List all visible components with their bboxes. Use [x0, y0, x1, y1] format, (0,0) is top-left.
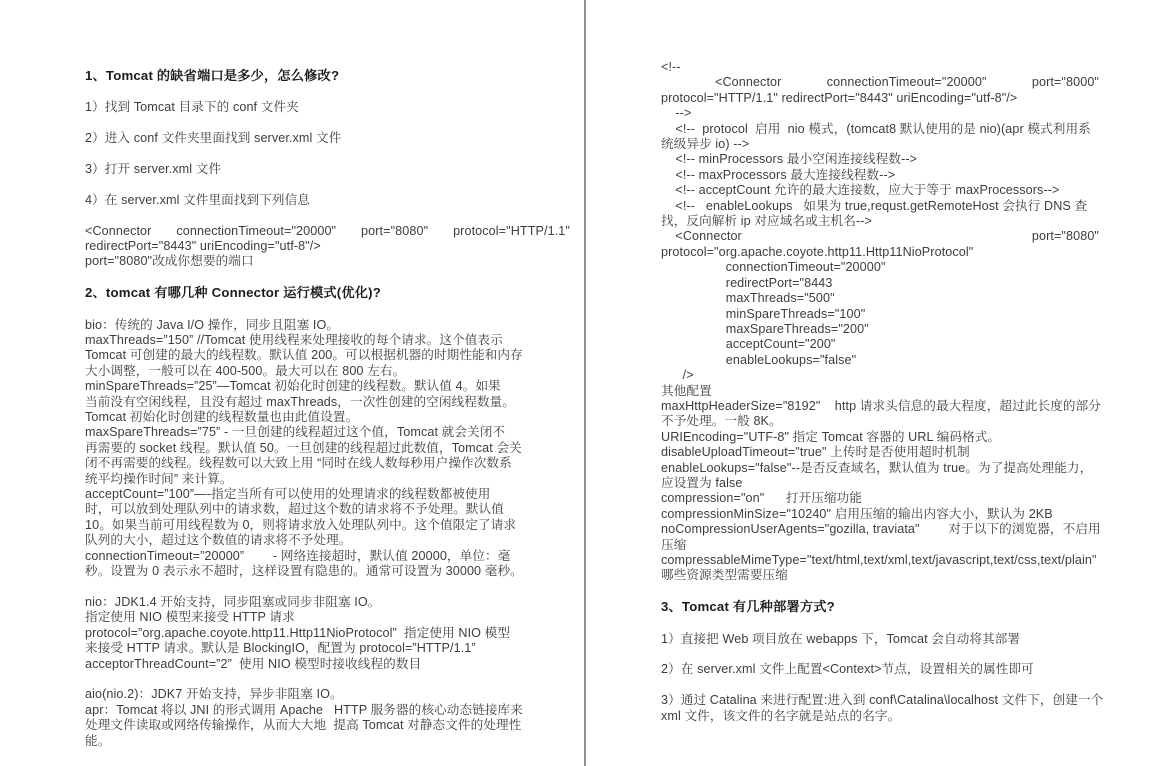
text-line: 统平均操作时间” 来计算。: [85, 471, 233, 486]
text-line: connectionTimeout="20000": [661, 260, 886, 275]
text-line: 2、tomcat 有哪几种 Connector 运行模式(优化)?: [85, 285, 381, 301]
text-line: 1）找到 Tomcat 目录下的 conf 文件夹: [85, 100, 299, 115]
text-line: noCompressionUserAgents="gozilla, traviata" 对于以下的浏览器，不启用: [661, 522, 1101, 537]
text-line: 3）通过 Catalina 来进行配置:进入到 conf\Catalina\localhost 文件下，创建一个: [661, 693, 1104, 708]
text-line: minSpareThreads=”25”—Tomcat 初始化时创建的线程数。默认值 4。如果: [85, 379, 501, 394]
text-line: compressableMimeType="text/html,text/xml,text/javascript,text/css,text/plain": [661, 553, 1097, 567]
text-line: port="8080"改成你想要的端口: [85, 254, 254, 269]
paragraph: [85, 131, 570, 146]
text-line: 处理文件读取或网络传输操作，从而大大地 提高 Tomcat 对静态文件的处理性: [85, 718, 522, 733]
text-line: acceptCount="200": [661, 337, 836, 352]
text-line: <!-- enableLookups 如果为 true,requst.getRemoteHost 会执行 DNS 查: [661, 198, 1088, 213]
text-line: maxSpareThreads="200": [661, 321, 869, 336]
text-segment: protocol="HTTP/1.1": [453, 223, 570, 238]
text-line: Tomcat 初始化时创建的线程数量也由此值设置。: [85, 410, 359, 425]
text-line: <!-- acceptCount 允许的最大连接数，应大于等于 maxProcessors-->: [661, 183, 1060, 198]
text-line: xml 文件，该文件的名字就是站点的名字。: [661, 708, 901, 723]
paragraph: [661, 662, 1159, 677]
text-line: 再需要的 socket 线程。默认值 50。一旦创建的线程超过此数值，Tomcat 会关: [85, 440, 522, 455]
text-line: 3）打开 server.xml 文件: [85, 162, 222, 176]
text-segment: connectionTimeout="20000": [826, 75, 987, 90]
paragraph: [661, 60, 1159, 584]
text-line: acceptCount=”100”—-指定当所有可以使用的处理请求的线程数都被使用: [85, 487, 491, 502]
text-segment: port="8000": [1031, 75, 1099, 90]
text-line: [661, 75, 1159, 90]
page-right: [586, 0, 1171, 766]
text-line: maxSpareThreads=”75” - 一旦创建的线程超过这个值，Tomcat 就会关闭不: [85, 425, 506, 440]
text-line: disableUploadTimeout="true" 上传时是否使用超时机制: [661, 445, 970, 460]
text-line: 哪些资源类型需要压缩: [661, 568, 788, 583]
text-line: -->: [661, 106, 692, 121]
text-segment: port="8080": [1031, 229, 1099, 244]
text-line: 压缩: [661, 537, 687, 552]
text-line: 其他配置: [661, 383, 712, 398]
text-line: 找，反向解析 ip 对应域名或主机名-->: [661, 214, 872, 229]
text-line: redirectPort="8443: [661, 275, 833, 290]
text-line: 10。如果当前可用线程数为 0，则将请求放入处理队列中。这个值限定了请求: [85, 517, 517, 532]
text-line: maxThreads=”150” //Tomcat 使用线程来处理接收的每个请求。这个值表示: [85, 333, 503, 348]
text-line: 2）在 server.xml 文件上配置<Context>节点，设置相关的属性即可: [661, 662, 1034, 677]
paragraph: [85, 193, 570, 208]
paragraph: [85, 162, 570, 177]
text-segment: <Connector: [661, 75, 782, 90]
text-line: 指定使用 NIO 模型来接受 HTTP 请求: [85, 610, 295, 625]
paragraph: [661, 632, 1159, 647]
text-line: 闭不再需要的线程。线程数可以大致上用 “同时在线人数每秒用户操作次数系: [85, 456, 512, 471]
section-heading: [85, 68, 570, 83]
page-left: [0, 0, 584, 766]
section-heading: [661, 599, 1159, 614]
text-line: bio：传统的 Java I/O 操作，同步且阻塞 IO。: [85, 317, 340, 332]
section-heading: [85, 285, 570, 300]
text-line: compression="on" 打开压缩功能: [661, 491, 863, 506]
text-line: 队列的大小，超过这个数值的请求将不予处理。: [85, 533, 352, 548]
text-line: protocol=”org.apache.coyote.http11.Http11NioProtocol” 指定使用 NIO 模型: [85, 625, 511, 640]
text-line: Tomcat 可创建的最大的线程数。默认值 200。可以根据机器的时期性能和内存: [85, 348, 523, 363]
text-line: 不予处理。一般 8K。: [661, 414, 782, 429]
text-line: 2）进入 conf 文件夹里面找到 server.xml 文件: [85, 131, 342, 146]
text-line: <!-- protocol 启用 nio 模式，(tomcat8 默认使用的是 nio)(apr 模式利用系: [661, 121, 1091, 136]
text-line: aio(nio.2)：JDK7 开始支持，异步非阻塞 IO。: [85, 687, 343, 702]
text-line: 来接受 HTTP 请求。默认是 BlockingIO，配置为 protocol=”HTTP/1.1”: [85, 641, 476, 656]
text-line: redirectPort="8443" uriEncoding="utf-8"/>: [85, 239, 321, 253]
paragraph: [85, 224, 570, 270]
text-line: minSpareThreads="100": [661, 306, 866, 321]
paragraph: [85, 100, 570, 115]
paragraph: [661, 693, 1159, 724]
text-line: 能。: [85, 733, 111, 748]
paragraph: [85, 318, 570, 580]
text-line: [661, 229, 1159, 244]
text-line: maxThreads="500": [661, 291, 835, 306]
text-line: />: [661, 368, 694, 383]
paragraph: [85, 595, 570, 672]
text-line: 大小调整，一般可以在 400-500。最大可以在 800 左右。: [85, 363, 406, 378]
text-segment: port="8080": [361, 223, 429, 238]
text-line: 时，可以放到处理队列中的请求数，超过这个数的请求将不予处理。默认值: [85, 502, 504, 517]
text-line: acceptorThreadCount=”2” 使用 NIO 模型时接收线程的数目: [85, 656, 422, 671]
text-line: <!--: [661, 60, 681, 74]
text-segment: connectionTimeout="20000": [176, 223, 337, 238]
text-line: connectionTimeout=”20000” - 网络连接超时，默认值 20000，单位：毫: [85, 548, 511, 563]
text-line: 当前没有空闲线程，且没有超过 maxThreads，一次性创建的空闲线程数量。: [85, 394, 516, 409]
text-line: <!-- maxProcessors 最大连接线程数-->: [661, 167, 896, 182]
text-line: enableLookups="false": [661, 352, 857, 367]
text-line: <!-- minProcessors 最小空闲连接线程数-->: [661, 152, 918, 167]
text-line: URIEncoding="UTF-8" 指定 Tomcat 容器的 URL 编码格式。: [661, 429, 1001, 444]
text-line: maxHttpHeaderSize="8192" http 请求头信息的最大程度，超过此长度的部分: [661, 398, 1101, 413]
text-line: 秒。设置为 0 表示永不超时，这样设置有隐患的。通常可设置为 30000 毫秒。: [85, 564, 523, 579]
text-line: 3、Tomcat 有几种部署方式?: [661, 599, 835, 615]
text-line: [85, 224, 570, 239]
text-line: protocol="org.apache.coyote.http11.Http11NioProtocol": [661, 244, 974, 259]
text-line: enableLookups="false"--是否反查域名，默认值为 true。为了提高处理能力，: [661, 460, 1093, 475]
text-line: 统级异步 io) -->: [661, 137, 750, 152]
paragraph: [85, 687, 570, 749]
text-line: 应设置为 false: [661, 475, 743, 490]
text-line: apr：Tomcat 将以 JNI 的形式调用 Apache HTTP 服务器的核心动态链接库来: [85, 702, 523, 717]
text-line: 1）直接把 Web 项目放在 webapps 下，Tomcat 会自动将其部署: [661, 631, 1021, 646]
text-line: nio：JDK1.4 开始支持，同步阻塞或同步非阻塞 IO。: [85, 594, 381, 609]
text-segment: <Connector: [85, 223, 152, 238]
text-line: compressionMinSize="10240" 启用压缩的输出内容大小，默认为 2KB: [661, 506, 1053, 521]
text-segment: <Connector: [661, 229, 742, 244]
text-line: 4）在 server.xml 文件里面找到下列信息: [85, 192, 311, 207]
text-line: 1、Tomcat 的缺省端口是多少，怎么修改?: [85, 68, 340, 83]
text-line: protocol="HTTP/1.1" redirectPort="8443" uriEncoding="utf-8"/>: [661, 90, 1018, 105]
